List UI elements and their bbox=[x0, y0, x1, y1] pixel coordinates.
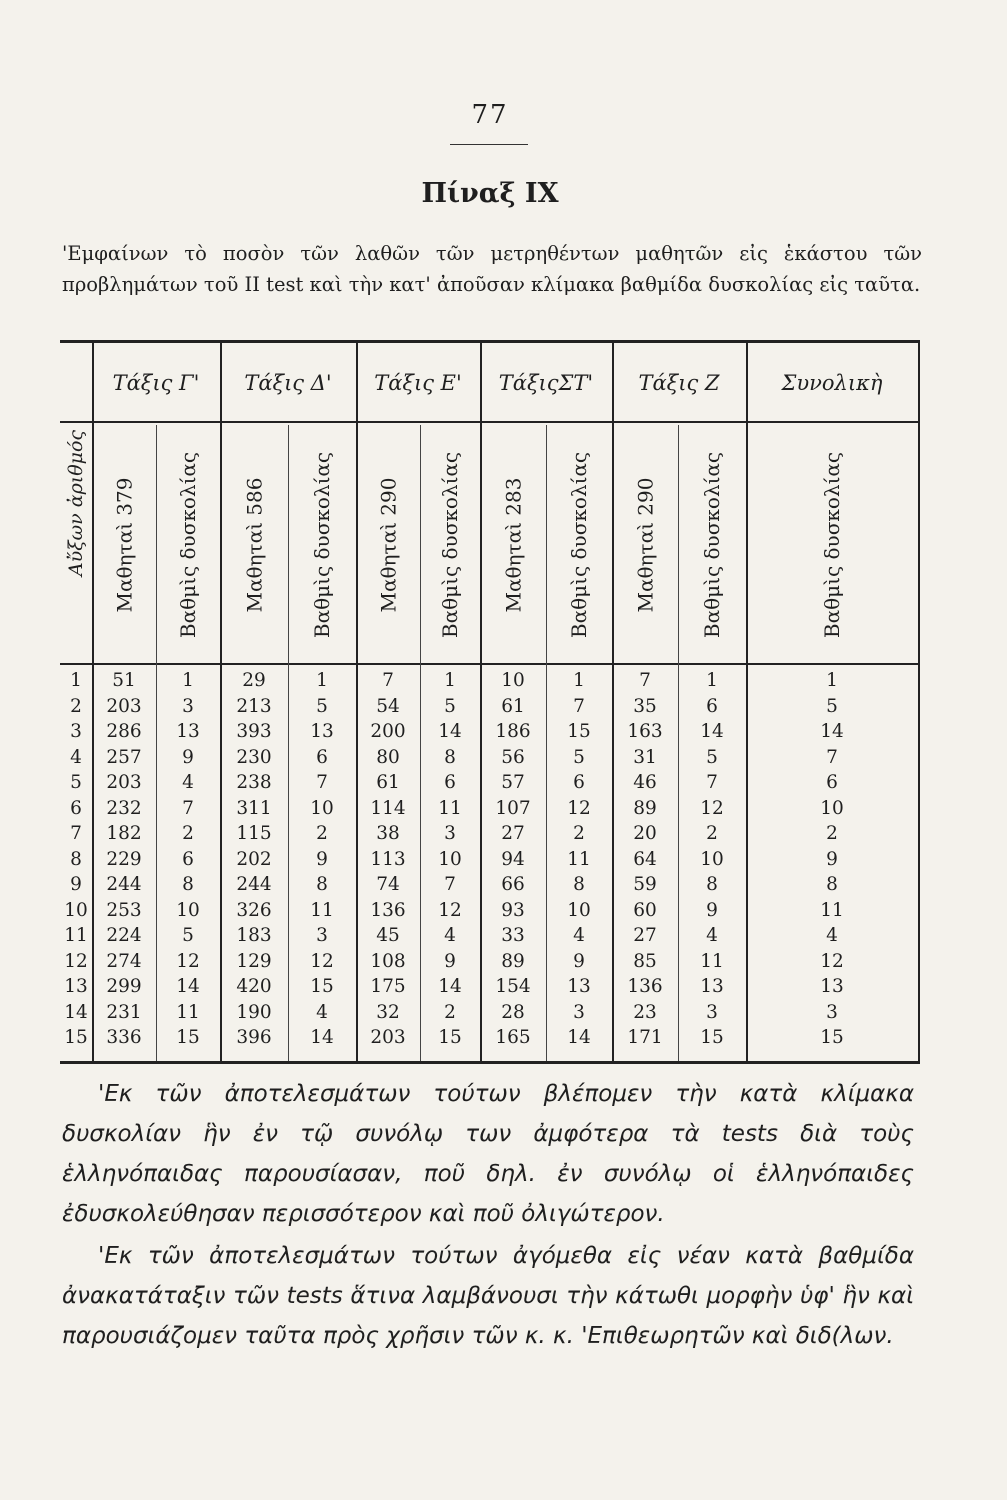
cell-students-st: 57 bbox=[501, 772, 525, 793]
cell-students-c: 203 bbox=[106, 772, 142, 793]
table-row bbox=[60, 821, 920, 847]
table-row bbox=[60, 719, 920, 745]
subheader-text: Μαθηταὶ 290 bbox=[633, 477, 658, 613]
cell-students-d: 393 bbox=[236, 721, 272, 742]
table-row bbox=[60, 898, 920, 924]
cell-difficulty-d: 2 bbox=[316, 823, 328, 844]
cell-students-c: 244 bbox=[106, 874, 142, 895]
cell-difficulty-st: 4 bbox=[573, 925, 585, 946]
cell-rank: 11 bbox=[64, 925, 88, 946]
cell-students-c: 274 bbox=[106, 950, 142, 972]
cell-difficulty-e: 4 bbox=[444, 925, 456, 946]
cell-difficulty-z: 3 bbox=[706, 1001, 718, 1023]
cell-students-z: 163 bbox=[627, 721, 663, 742]
table-row bbox=[60, 668, 920, 694]
subheader-difficulty-e bbox=[420, 427, 480, 663]
cell-rank: 2 bbox=[70, 695, 82, 717]
table-row bbox=[60, 1000, 920, 1026]
cell-students-st: 28 bbox=[501, 1001, 525, 1023]
cell-difficulty-d: 14 bbox=[310, 1027, 334, 1048]
cell-rank: 13 bbox=[64, 976, 88, 997]
cell-students-d: 202 bbox=[236, 848, 272, 870]
difficulty-table bbox=[60, 340, 920, 1064]
cell-students-e: 80 bbox=[376, 746, 400, 768]
conclusion-text bbox=[62, 1074, 914, 1356]
cell-difficulty-st: 5 bbox=[573, 746, 585, 768]
cell-difficulty-e: 2 bbox=[444, 1001, 456, 1023]
table-row bbox=[60, 949, 920, 975]
cell-difficulty-e: 15 bbox=[438, 1027, 462, 1048]
cell-students-st: 56 bbox=[501, 746, 525, 768]
cell-students-e: 175 bbox=[370, 976, 406, 997]
rank-header-text: Αὔξων ἀριθμός bbox=[65, 429, 88, 577]
cell-students-c: 224 bbox=[106, 925, 142, 946]
page-number-rule bbox=[450, 144, 528, 145]
group-header-z: Τάξις Ζ bbox=[638, 371, 720, 395]
cell-difficulty-st: 10 bbox=[567, 899, 591, 921]
cell-difficulty-total: 14 bbox=[820, 721, 844, 742]
cell-difficulty-c: 11 bbox=[176, 1001, 200, 1023]
cell-difficulty-st: 14 bbox=[567, 1027, 591, 1048]
cell-difficulty-z: 10 bbox=[700, 848, 724, 870]
cell-students-e: 108 bbox=[370, 950, 406, 972]
cell-difficulty-e: 14 bbox=[438, 721, 462, 742]
cell-students-z: 136 bbox=[627, 976, 663, 997]
cell-students-c: 336 bbox=[106, 1027, 142, 1048]
conclusion-paragraph-1: 'Εκ τῶν ἀποτελεσμάτων τούτων βλέπομεν τὴν κατὰ κλίμακα δυσκολίαν ἣν ἐν τῷ συνόλῳ των ἀμφότερα τὰ tests διὰ τοὺς ἑλληνόπαιδας παρουσίασαν, ποῦ δηλ. ἐν συνόλῳ οἱ ἑλληνόπαιδες ἐδυσκολεύθησαν περισσότερον καὶ ποῦ ὀλιγώτερον. bbox=[62, 1081, 914, 1227]
cell-difficulty-z: 15 bbox=[700, 1027, 724, 1048]
table-row bbox=[60, 1025, 920, 1051]
cell-difficulty-z: 6 bbox=[706, 695, 718, 717]
cell-students-c: 232 bbox=[106, 797, 142, 819]
cell-difficulty-c: 4 bbox=[182, 772, 194, 793]
subheader-text: Βαθμὶς δυσκολίας bbox=[820, 451, 845, 639]
cell-difficulty-st: 12 bbox=[567, 797, 591, 819]
cell-difficulty-c: 8 bbox=[182, 874, 194, 895]
cell-difficulty-c: 14 bbox=[176, 976, 200, 997]
subheader-difficulty-d bbox=[288, 427, 356, 663]
subheader-students-d bbox=[220, 427, 288, 663]
cell-rank: 6 bbox=[70, 797, 82, 819]
cell-difficulty-z: 4 bbox=[706, 925, 718, 946]
cell-students-st: 107 bbox=[495, 797, 531, 819]
cell-difficulty-z: 9 bbox=[706, 899, 718, 921]
cell-students-c: 203 bbox=[106, 695, 142, 717]
cell-difficulty-z: 11 bbox=[700, 950, 724, 972]
subheader-text: Βαθμὶς δυσκολίας bbox=[700, 451, 725, 639]
cell-difficulty-total: 15 bbox=[820, 1027, 844, 1048]
cell-difficulty-c: 1 bbox=[182, 670, 194, 691]
table-row bbox=[60, 770, 920, 796]
cell-difficulty-c: 10 bbox=[176, 899, 200, 921]
cell-difficulty-total: 5 bbox=[826, 695, 838, 717]
cell-students-c: 253 bbox=[106, 899, 142, 921]
cell-difficulty-d: 10 bbox=[310, 797, 334, 819]
header-rule bbox=[60, 421, 920, 423]
cell-rank: 4 bbox=[70, 746, 82, 768]
cell-students-st: 33 bbox=[501, 925, 525, 946]
cell-students-c: 231 bbox=[106, 1001, 142, 1023]
cell-students-c: 51 bbox=[112, 670, 136, 691]
cell-difficulty-st: 3 bbox=[573, 1001, 585, 1023]
cell-rank: 8 bbox=[70, 848, 82, 870]
cell-difficulty-c: 3 bbox=[182, 695, 194, 717]
cell-difficulty-e: 11 bbox=[438, 797, 462, 819]
cell-students-z: 60 bbox=[633, 899, 657, 921]
cell-students-c: 257 bbox=[106, 746, 142, 768]
cell-students-d: 326 bbox=[236, 899, 272, 921]
cell-students-e: 200 bbox=[370, 721, 406, 742]
group-header-total: Συνολικὴ bbox=[781, 371, 883, 395]
table-row bbox=[60, 923, 920, 949]
intro-paragraph: 'Εμφαίνων τὸ ποσὸν τῶν λαθῶν τῶν μετρηθέντων μαθητῶν εἰς ἑκάστου τῶν προβλημάτων τοῦ II test καὶ τὴν κατ' ἀποῦσαν κλίμακα βαθμίδα δυσκολίας εἰς ταῦτα. bbox=[62, 242, 922, 296]
cell-difficulty-e: 1 bbox=[444, 670, 456, 691]
cell-students-st: 66 bbox=[501, 874, 525, 895]
cell-students-st: 93 bbox=[501, 899, 525, 921]
cell-rank: 10 bbox=[64, 899, 88, 921]
cell-difficulty-total: 3 bbox=[826, 1001, 838, 1023]
cell-rank: 5 bbox=[70, 772, 82, 793]
cell-students-e: 45 bbox=[376, 925, 400, 946]
cell-students-d: 29 bbox=[242, 670, 266, 691]
subheader-students-c bbox=[92, 427, 156, 663]
cell-students-z: 31 bbox=[633, 746, 657, 768]
cell-rank: 7 bbox=[70, 823, 82, 844]
cell-difficulty-e: 3 bbox=[444, 823, 456, 844]
cell-students-st: 89 bbox=[501, 950, 525, 972]
cell-difficulty-c: 7 bbox=[182, 797, 194, 819]
cell-difficulty-e: 8 bbox=[444, 746, 456, 768]
rank-header bbox=[60, 343, 92, 663]
cell-rank: 3 bbox=[70, 721, 82, 742]
cell-difficulty-total: 10 bbox=[820, 797, 844, 819]
cell-difficulty-total: 9 bbox=[826, 848, 838, 870]
cell-difficulty-e: 6 bbox=[444, 772, 456, 793]
cell-difficulty-c: 15 bbox=[176, 1027, 200, 1048]
group-header-e: Τάξις Ε' bbox=[374, 371, 462, 395]
cell-students-d: 230 bbox=[236, 746, 272, 768]
cell-difficulty-st: 9 bbox=[573, 950, 585, 972]
table-row bbox=[60, 847, 920, 873]
cell-difficulty-d: 11 bbox=[310, 899, 334, 921]
cell-students-z: 171 bbox=[627, 1027, 663, 1048]
cell-students-z: 64 bbox=[633, 848, 657, 870]
cell-difficulty-d: 6 bbox=[316, 746, 328, 768]
cell-students-e: 7 bbox=[382, 670, 394, 691]
table-row bbox=[60, 872, 920, 898]
cell-difficulty-z: 7 bbox=[706, 772, 718, 793]
subheader-students-z bbox=[612, 427, 678, 663]
cell-difficulty-total: 6 bbox=[826, 772, 838, 793]
page-number: 77 bbox=[471, 100, 509, 130]
cell-students-e: 61 bbox=[376, 772, 400, 793]
cell-rank: 9 bbox=[70, 874, 82, 895]
cell-difficulty-e: 10 bbox=[438, 848, 462, 870]
cell-students-e: 38 bbox=[376, 823, 400, 844]
subheader-text: Βαθμὶς δυσκολίας bbox=[438, 451, 463, 639]
table-row bbox=[60, 694, 920, 720]
cell-difficulty-d: 3 bbox=[316, 925, 328, 946]
cell-students-st: 165 bbox=[495, 1027, 531, 1048]
cell-students-d: 190 bbox=[236, 1001, 272, 1023]
cell-difficulty-c: 9 bbox=[182, 746, 194, 768]
subheader-difficulty-st bbox=[546, 427, 612, 663]
cell-difficulty-d: 5 bbox=[316, 695, 328, 717]
subheader-difficulty-c bbox=[156, 427, 220, 663]
cell-difficulty-d: 13 bbox=[310, 721, 334, 742]
cell-students-e: 54 bbox=[376, 695, 400, 717]
cell-students-d: 213 bbox=[236, 695, 272, 717]
cell-students-d: 129 bbox=[236, 950, 272, 972]
cell-students-d: 396 bbox=[236, 1027, 272, 1048]
cell-students-z: 35 bbox=[633, 695, 657, 717]
cell-students-e: 32 bbox=[376, 1001, 400, 1023]
cell-difficulty-e: 14 bbox=[438, 976, 462, 997]
cell-difficulty-z: 12 bbox=[700, 797, 724, 819]
cell-difficulty-z: 5 bbox=[706, 746, 718, 768]
cell-difficulty-d: 8 bbox=[316, 874, 328, 895]
cell-students-z: 27 bbox=[633, 925, 657, 946]
cell-students-st: 61 bbox=[501, 695, 525, 717]
table-title: Πίναξ IX bbox=[421, 178, 559, 209]
cell-difficulty-z: 2 bbox=[706, 823, 718, 844]
cell-students-d: 420 bbox=[236, 976, 272, 997]
cell-difficulty-total: 11 bbox=[820, 899, 844, 921]
cell-difficulty-c: 12 bbox=[176, 950, 200, 972]
conclusion-paragraph-2: 'Εκ τῶν ἀποτελεσμάτων τούτων ἀγόμεθα εἰς νέαν κατὰ βαθμίδα ἀνακατάταξιν τῶν tests ἅτινα λαμβάνουσι τὴν κάτωθι μορφὴν ὑφ' ἣν καὶ παρουσιάζομεν ταῦτα πρὸς χρῆσιν τῶν κ. κ. 'Επιθεωρητῶν καὶ διδ(λων. bbox=[62, 1243, 914, 1349]
cell-difficulty-total: 2 bbox=[826, 823, 838, 844]
cell-rank: 15 bbox=[64, 1027, 88, 1048]
cell-students-d: 115 bbox=[236, 823, 272, 844]
cell-difficulty-d: 7 bbox=[316, 772, 328, 793]
table-row bbox=[60, 974, 920, 1000]
cell-students-c: 182 bbox=[106, 823, 142, 844]
cell-students-c: 229 bbox=[106, 848, 142, 870]
cell-difficulty-z: 1 bbox=[706, 670, 718, 691]
cell-difficulty-st: 7 bbox=[573, 695, 585, 717]
cell-difficulty-c: 6 bbox=[182, 848, 194, 870]
cell-difficulty-e: 9 bbox=[444, 950, 456, 972]
cell-difficulty-total: 12 bbox=[820, 950, 844, 972]
cell-difficulty-d: 12 bbox=[310, 950, 334, 972]
cell-difficulty-e: 12 bbox=[438, 899, 462, 921]
cell-students-z: 59 bbox=[633, 874, 657, 895]
cell-difficulty-z: 14 bbox=[700, 721, 724, 742]
cell-difficulty-c: 13 bbox=[176, 721, 200, 742]
subheader-text: Μαθηταὶ 586 bbox=[242, 477, 267, 613]
group-header-c: Τάξις Γ' bbox=[112, 371, 200, 395]
cell-difficulty-d: 4 bbox=[316, 1001, 328, 1023]
cell-students-z: 85 bbox=[633, 950, 657, 972]
cell-difficulty-total: 1 bbox=[826, 670, 838, 691]
subheader-text: Μαθηταὶ 290 bbox=[376, 477, 401, 613]
cell-students-d: 244 bbox=[236, 874, 272, 895]
cell-students-st: 186 bbox=[495, 721, 531, 742]
body-rule bbox=[60, 663, 920, 665]
subheader-difficulty-z bbox=[678, 427, 746, 663]
cell-difficulty-d: 1 bbox=[316, 670, 328, 691]
cell-difficulty-st: 11 bbox=[567, 848, 591, 870]
cell-difficulty-d: 9 bbox=[316, 848, 328, 870]
cell-students-e: 203 bbox=[370, 1027, 406, 1048]
subheader-difficulty-total bbox=[746, 427, 918, 663]
cell-difficulty-st: 13 bbox=[567, 976, 591, 997]
cell-students-z: 46 bbox=[633, 772, 657, 793]
cell-rank: 1 bbox=[70, 670, 82, 691]
cell-students-st: 154 bbox=[495, 976, 531, 997]
cell-difficulty-z: 13 bbox=[700, 976, 724, 997]
subheader-students-st bbox=[480, 427, 546, 663]
cell-students-st: 10 bbox=[501, 670, 525, 691]
subheader-text: Μαθηταὶ 283 bbox=[501, 477, 526, 613]
cell-students-c: 286 bbox=[106, 721, 142, 742]
cell-difficulty-total: 13 bbox=[820, 976, 844, 997]
cell-difficulty-total: 8 bbox=[826, 874, 838, 895]
cell-students-c: 299 bbox=[106, 976, 142, 997]
cell-difficulty-total: 4 bbox=[826, 925, 838, 946]
cell-difficulty-st: 8 bbox=[573, 874, 585, 895]
cell-students-d: 311 bbox=[236, 797, 272, 819]
cell-difficulty-st: 6 bbox=[573, 772, 585, 793]
cell-students-st: 27 bbox=[501, 823, 525, 844]
cell-students-z: 23 bbox=[633, 1001, 657, 1023]
cell-difficulty-st: 1 bbox=[573, 670, 585, 691]
table-row bbox=[60, 796, 920, 822]
subheader-text: Βαθμὶς δυσκολίας bbox=[567, 451, 592, 639]
cell-rank: 14 bbox=[64, 1001, 88, 1023]
table-row bbox=[60, 745, 920, 771]
cell-difficulty-c: 5 bbox=[182, 925, 194, 946]
cell-students-st: 94 bbox=[501, 848, 525, 870]
cell-students-z: 7 bbox=[639, 670, 651, 691]
cell-difficulty-st: 15 bbox=[567, 721, 591, 742]
cell-difficulty-c: 2 bbox=[182, 823, 194, 844]
cell-difficulty-st: 2 bbox=[573, 823, 585, 844]
cell-difficulty-e: 5 bbox=[444, 695, 456, 717]
cell-difficulty-e: 7 bbox=[444, 874, 456, 895]
cell-students-e: 114 bbox=[370, 797, 406, 819]
cell-students-z: 20 bbox=[633, 823, 657, 844]
subheader-text: Βαθμὶς δυσκολίας bbox=[310, 451, 335, 639]
group-header-d: Τάξις Δ' bbox=[244, 371, 332, 395]
subheader-text: Βαθμὶς δυσκολίας bbox=[176, 451, 201, 639]
cell-students-e: 74 bbox=[376, 874, 400, 895]
cell-difficulty-z: 8 bbox=[706, 874, 718, 895]
cell-students-z: 89 bbox=[633, 797, 657, 819]
cell-students-e: 136 bbox=[370, 899, 406, 921]
subheader-students-e bbox=[356, 427, 420, 663]
group-header-st: ΤάξιςΣΤ' bbox=[498, 371, 594, 395]
cell-difficulty-total: 7 bbox=[826, 746, 838, 768]
subheader-text: Μαθηταὶ 379 bbox=[112, 477, 137, 613]
cell-rank: 12 bbox=[64, 950, 88, 972]
cell-students-d: 183 bbox=[236, 925, 272, 946]
cell-difficulty-d: 15 bbox=[310, 976, 334, 997]
cell-students-d: 238 bbox=[236, 772, 272, 793]
cell-students-e: 113 bbox=[370, 848, 406, 870]
